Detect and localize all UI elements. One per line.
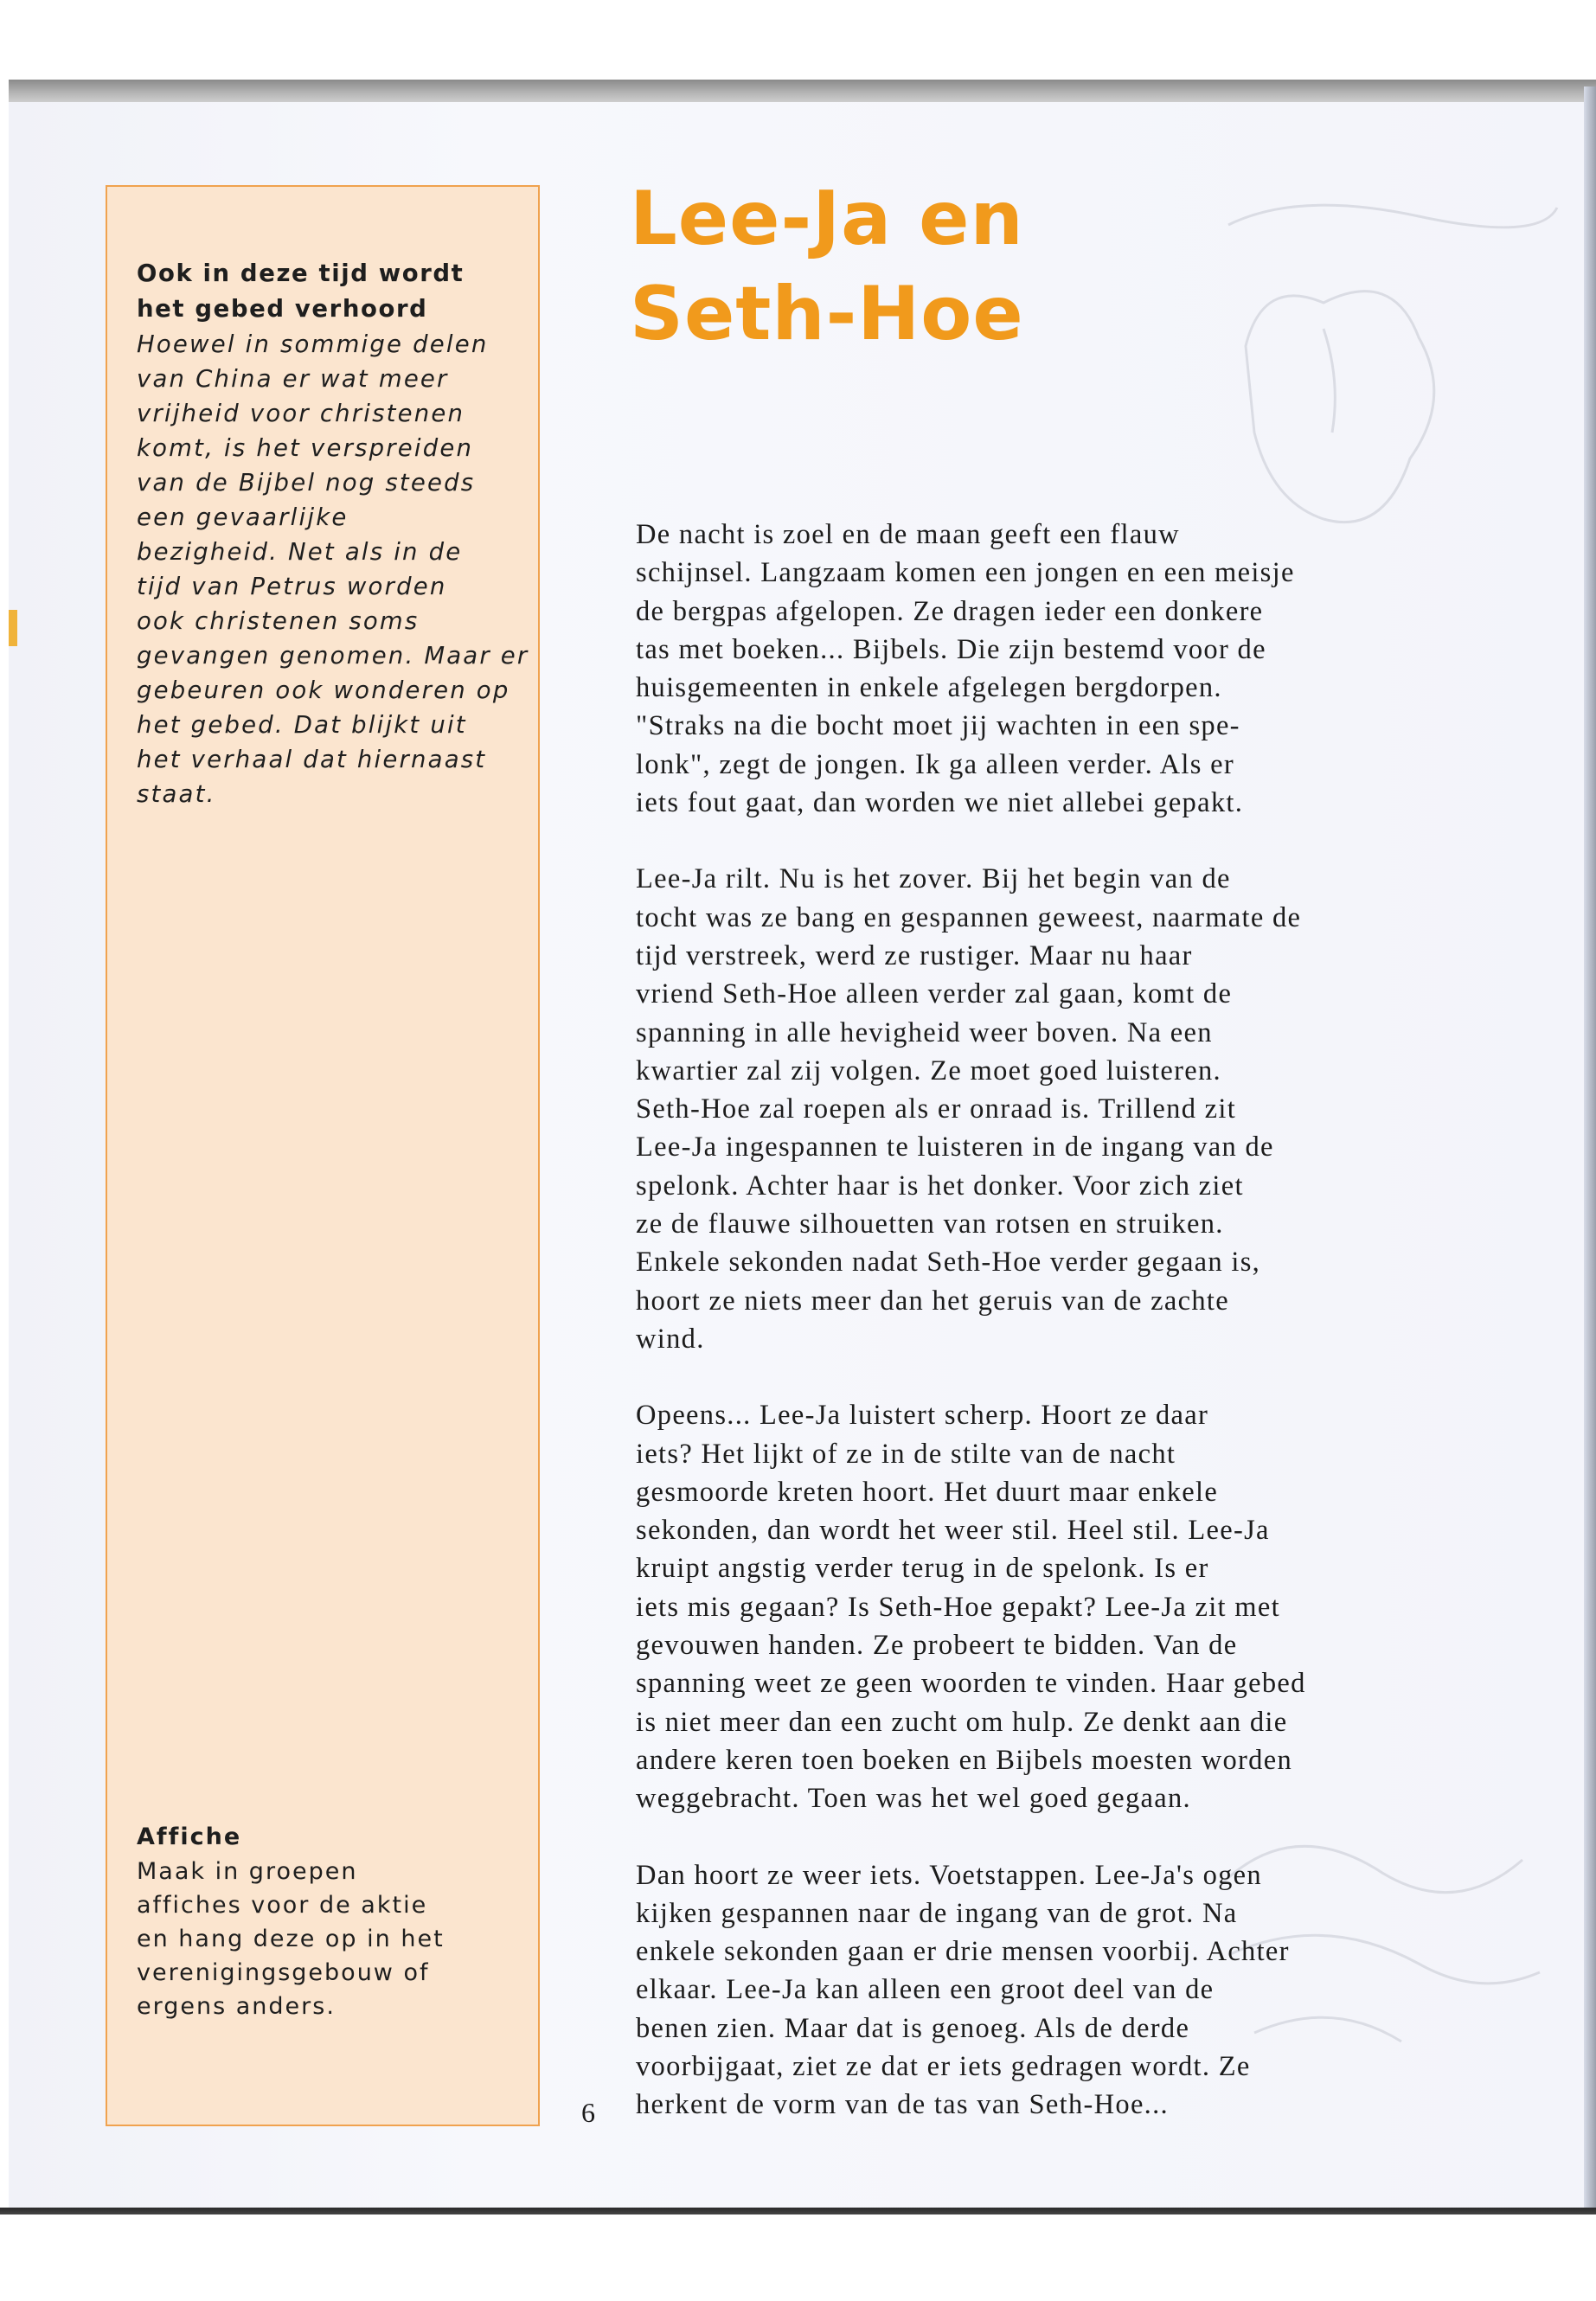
story-line: iets mis gegaan? Is Seth-Hoe gepakt? Lee-Ja zit met [636, 1591, 1280, 1623]
affiche-body-line: ergens anders. [137, 1993, 336, 2020]
story-body [636, 516, 1509, 2163]
story-paragraph [636, 860, 1509, 1358]
story-line: spelonk. Achter haar is het donker. Voor zich ziet [636, 1170, 1244, 1202]
story-line: lonk", zegt de jongen. Ik ga alleen verder. Als er [636, 748, 1234, 780]
story-line: gesmoorde kreten hoort. Het duurt maar enkele [636, 1476, 1219, 1508]
story-line: schijnsel. Langzaam komen een jongen en een meisje [636, 557, 1295, 589]
story-line: Opeens... Lee-Ja luistert scherp. Hoort ze daar [636, 1400, 1209, 1432]
story-line: kruipt angstig verder terug in de spelonk. Is er [636, 1553, 1209, 1585]
story-paragraph [636, 1856, 1509, 2125]
story-line: ze de flauwe silhouetten van rotsen en struiken. [636, 1208, 1224, 1240]
story-line: "Straks na die bocht moet jij wachten in een spe- [636, 710, 1240, 742]
story-line: sekonden, dan wordt het weer stil. Heel stil. Lee-Ja [636, 1515, 1270, 1547]
story-line: tijd verstreek, werd ze rustiger. Maar nu haar [636, 939, 1193, 971]
story-title [630, 171, 1024, 362]
story-line: andere keren toen boeken en Bijbels moesten worden [636, 1744, 1292, 1776]
sidebar-body-line: het gebed. Dat blijkt uit [137, 711, 467, 739]
sidebar-body-line: Hoewel in sommige delen [137, 330, 489, 358]
sidebar-heading [137, 256, 517, 327]
story-line: gevouwen handen. Ze probeert te bidden. Van de [636, 1630, 1238, 1662]
story-line: vriend Seth-Hoe alleen verder zal gaan, komt de [636, 978, 1233, 1010]
story-line: huisgemeenten in enkele afgelegen bergdorpen. [636, 672, 1222, 704]
affiche-body-line: en hang deze op in het [137, 1926, 445, 1952]
story-line: Enkele sekonden nadat Seth-Hoe verder gegaan is, [636, 1247, 1261, 1279]
info-sidebar [106, 185, 540, 2126]
sidebar-body-line: staat. [137, 780, 216, 808]
story-line: Lee-Ja ingespannen te luisteren in de ingang van de [636, 1131, 1274, 1163]
page-number: 6 [581, 2097, 595, 2128]
story-line: de bergpas afgelopen. Ze dragen ieder een donkere [636, 595, 1264, 627]
page-tab-marker [9, 610, 17, 646]
story-paragraph [636, 516, 1509, 822]
story-line: Dan hoort ze weer iets. Voetstappen. Lee-Ja's ogen [636, 1859, 1262, 1891]
affiche-body-line: verenigingsgebouw of [137, 1959, 430, 1986]
sidebar-body-line: van China er wat meer [137, 365, 449, 393]
sidebar-body-line: het verhaal dat hiernaast [137, 746, 487, 773]
story-line: De nacht is zoel en de maan geeft een flauw [636, 519, 1180, 550]
affiche-body [137, 1855, 535, 2023]
sidebar-body-line: ook christenen soms [137, 607, 420, 635]
book-edge-bottom [0, 2208, 1596, 2214]
sidebar-body-line: van de Bijbel nog steeds [137, 469, 476, 497]
sidebar-body-line: gebeuren ook wonderen op [137, 676, 510, 704]
story-line: benen zien. Maar dat is genoeg. Als de derde [636, 2012, 1190, 2044]
story-paragraph [636, 1396, 1509, 1817]
sidebar-heading-line: het gebed verhoord [137, 295, 428, 323]
sidebar-body-line: komt, is het verspreiden [137, 434, 474, 462]
story-title-line: Seth-Hoe [630, 271, 1024, 357]
story-line: voorbijgaat, ziet ze dat er iets gedragen wordt. Ze [636, 2050, 1251, 2082]
story-line: herkent de vorm van de tas van Seth-Hoe... [636, 2089, 1169, 2121]
affiche-body-line: Maak in groepen [137, 1858, 358, 1885]
story-line: tas met boeken... Bijbels. Die zijn bestemd voor de [636, 633, 1266, 665]
story-line: iets? Het lijkt of ze in de stilte van de nacht [636, 1438, 1176, 1470]
sidebar-body-line: bezigheid. Net als in de [137, 538, 463, 566]
story-line: is niet meer dan een zucht om hulp. Ze denkt aan die [636, 1706, 1288, 1738]
story-line: kijken gespannen naar de ingang van de grot. Na [636, 1897, 1238, 1929]
affiche-heading: Affiche [137, 1823, 242, 1850]
story-line: elkaar. Lee-Ja kan alleen een groot deel van de [636, 1974, 1215, 2006]
story-line: iets fout gaat, dan worden we niet allebei gepakt. [636, 787, 1244, 819]
sidebar-body-line: een gevaarlijke [137, 503, 349, 531]
story-line: wind. [636, 1323, 705, 1355]
story-line: tocht was ze bang en gespannen geweest, naarmate de [636, 901, 1302, 933]
story-line: spanning weet ze geen woorden te vinden. Haar gebed [636, 1668, 1306, 1700]
sidebar-body-line: tijd van Petrus worden [137, 573, 447, 600]
story-line: Seth-Hoe zal roepen als er onraad is. Trillend zit [636, 1093, 1237, 1125]
story-line: Lee-Ja rilt. Nu is het zover. Bij het begin van de [636, 863, 1231, 895]
book-edge-right [1584, 87, 1596, 2214]
sidebar-body-line: vrijheid voor christenen [137, 400, 465, 427]
sidebar-body [137, 327, 535, 811]
affiche-body-line: affiches voor de aktie [137, 1892, 428, 1919]
sidebar-heading-line: Ook in deze tijd wordt [137, 260, 465, 287]
story-title-line: Lee-Ja en [630, 176, 1024, 262]
story-line: weggebracht. Toen was het wel goed gegaan. [636, 1783, 1191, 1815]
story-line: enkele sekonden gaan er drie mensen voorbij. Achter [636, 1936, 1290, 1968]
story-line: kwartier zal zij volgen. Ze moet goed luisteren. [636, 1054, 1221, 1086]
sidebar-body-line: gevangen genomen. Maar er [137, 642, 529, 670]
story-line: hoort ze niets meer dan het geruis van de zachte [636, 1285, 1229, 1317]
story-line: spanning in alle hevigheid weer boven. Na een [636, 1016, 1213, 1048]
